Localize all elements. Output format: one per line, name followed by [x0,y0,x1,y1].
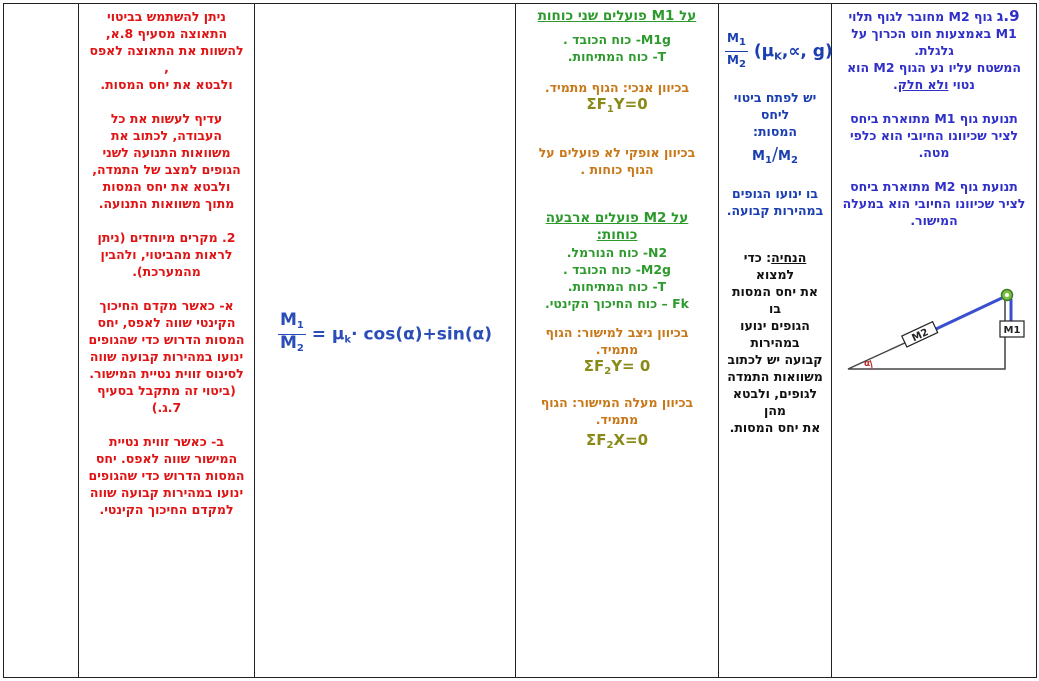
frac-den: M [727,53,739,67]
note-line: לסינוס זווית נטיית המישור. [89,366,244,381]
hint-line: קבועה יש לכתוב [727,352,823,367]
vertical-direction-text: בכיוון אנכי: הגוף מתמיד. [544,80,690,95]
ratio-b: M [778,149,791,164]
question-line: M1 באמצעות חוט הכרוך על [851,26,1017,41]
frac-num: M [727,31,739,45]
question-column [832,4,1037,678]
note-line: ב- כאשר זווית נטיית [109,434,224,449]
sum-sub: 2 [606,440,614,451]
string-slope [936,297,1004,329]
args-rest: ,∝, g) [781,41,833,62]
note-line: עדיף לעשות את כל [110,111,223,126]
m1-force-line: T- כוח המתיחות. [567,49,667,64]
formula-rhs-sub: k [344,334,352,346]
mass-ratio-fraction [278,312,306,357]
question-line-1: גוף M2 מחובר לגוף תלוי [848,9,997,24]
m2-forces-title: על M2 פועלים ארבעה [545,210,689,226]
m2-forces-title-2: כוחות: [596,227,638,243]
formula-rhs-tail: · cos(α)+sin(α) [351,324,493,345]
args-open: (μ [753,41,775,62]
hint-label: הנחיה [771,250,807,265]
empty-column [4,4,79,678]
q-last-a: נטוי [948,77,975,92]
m1-direction-line: מטה. [918,145,950,160]
sum-sub: 1 [606,104,614,115]
m2-label: M2 [910,327,931,345]
block-m2 [902,322,938,348]
incline-pulley-diagram [838,257,1030,377]
hint-first: : כדי למצוא [743,250,795,282]
need-line: יש לפתח ביטוי ליחס [733,90,817,122]
notes-para-2 [85,110,248,212]
perp-line: מתמיד. [595,342,639,357]
ratio-fraction [725,30,748,73]
m2-force-line: N2- כוח הנורמל. [566,245,668,260]
note-line: למקדם החיכוך הקינטי. [99,502,234,517]
task-column [719,4,832,678]
hint-line: לגופים, ולבטא מהן [732,386,818,418]
hint-first-line [725,249,825,283]
m2-direction-line: לציר שכיוונו החיובי הוא במעלה [842,196,1026,211]
frac-den-sub: 2 [296,343,304,354]
m2-force-line: M2g- כוח הכובד . [563,262,671,277]
note-line: התאוצה מסעיף 8.א, [105,26,228,41]
m2-force-line: T- כוח המתיחות. [567,279,667,294]
sum-fx2-equation [522,432,712,454]
frac-den: M [279,333,297,353]
perp-line: בכיוון ניצב למישור: הגוף [545,325,689,340]
m1-direction-line: לציר שכיוונו החיובי הוא כלפי [849,128,1019,143]
along-line: מתמיד. [595,412,639,427]
note-line: 7.ג.) [151,400,182,415]
sum-fy2-equation [522,358,712,380]
sum-symbol: ΣF [585,431,607,449]
angle-label: α [864,359,871,369]
m1-forces-title: על M1 פועלים שני כוחות [537,8,697,24]
note-line: ולבטא את יחס המסות. [100,77,233,92]
horizontal-line: הגוף כוחות . [580,162,654,177]
sum-symbol: ΣF [583,357,605,375]
sum-sub: 2 [604,366,612,377]
m1-label: M1 [1003,325,1021,336]
note-line: המישור שווה לאפס. יחס [95,451,238,466]
note-line: המסות הדרוש כדי שהגופים [88,332,245,347]
ratio-function-expression [725,30,833,73]
note-line: משוואות התנועה לשני [102,145,231,160]
hint-line: הגופים ינועו במהירות [740,318,810,350]
note-line: העבודה, לכתוב את [111,128,222,143]
sum-fy1-equation [522,96,712,118]
note-line: ולבטא את יחס המסות [102,179,231,194]
q-last-b: . [893,77,898,92]
note-line: מתוך משוואות התנועה. [98,196,235,211]
sum-tail: X=0 [613,431,649,449]
ratio-b-sub: 2 [790,155,798,166]
frac-num-sub: 1 [738,37,746,48]
note-line: ניתן להשתמש בביטוי [107,9,226,24]
formula-rhs: = μ [311,324,345,345]
note-line: הגופים למצב של התמדה, [92,162,241,177]
note-line: לראות מהביטוי, ולהבין [100,247,233,262]
note-line: להשוות את התאוצה לאפס , [89,43,244,75]
note-line: המסות הדרוש כדי שהגופים [88,468,245,483]
m1-force-line: M1g- כוח הכובד . [563,32,671,47]
sum-tail: Y= 0 [611,357,651,375]
frac-den-sub: 2 [738,59,746,70]
note-line: (ביטוי זה מתקבל בסעיף [97,383,236,398]
notes-para-1 [85,8,248,93]
note-line: הקינטי שווה לאפס, יחס [97,315,236,330]
m2-direction-line: תנועת גוף M2 מתוארת ביחס [850,179,1018,194]
question-last-line [838,76,1030,93]
q-last-underline: ולא חלק [897,77,949,92]
notes-column [79,4,255,678]
m2-force-line: Fk – כוח החיכוך הקינטי. [545,296,689,311]
frac-num-sub: 1 [296,320,304,331]
frac-num: M [279,310,297,330]
ratio-slash: / [771,144,779,165]
ratio-a: M [752,149,765,164]
hint-line: משוואות התמדה [727,369,823,384]
motion-line: בו ינועו הגופים [732,186,818,201]
sum-tail: Y=0 [613,95,648,113]
motion-line: במהירות קבועה. [726,203,824,218]
sum-symbol: ΣF [586,95,607,113]
formula-column [255,4,516,678]
question-line: המשטח עליו נע הגוף M2 הוא [847,60,1021,75]
along-line: בכיוון מעלה המישור: הגוף [540,395,694,410]
note-line: א- כאשר מקדם החיכוך [99,298,234,313]
m1-direction-line: תנועת גוף M1 מתוארת ביחס [850,111,1018,126]
pulley-hub [1005,293,1009,297]
forces-column [516,4,719,678]
note-line: ינועו במהירות קבועה שווה [89,485,244,500]
mass-ratio-formula [261,312,509,357]
ratio-a-sub: 1 [764,155,772,166]
note-line: ינועו במהירות קבועה שווה [89,349,244,364]
args-sub: K [774,51,782,63]
hint-line: את יחס המסות בו [731,284,819,316]
question-line: גלגלת. [914,43,954,58]
m2-direction-line: המישור. [910,213,958,228]
note-line: מהמערכת). [132,264,201,279]
horizontal-line: בכיוון אופקי לא פועלים על [538,145,696,160]
question-first-line [838,8,1030,25]
angle-arc [870,360,872,369]
notes-para-4 [85,297,248,416]
note-line: 2. מקרים מיוחדים (ניתן [97,230,236,245]
content-table [3,3,1037,678]
need-line: המסות: [753,124,797,139]
notes-para-3 [85,229,248,280]
notes-para-5 [85,433,248,518]
hint-line: את יחס המסות. [729,420,821,435]
mass-ratio-symbol [725,146,825,169]
question-number: 9.ג [996,7,1020,25]
